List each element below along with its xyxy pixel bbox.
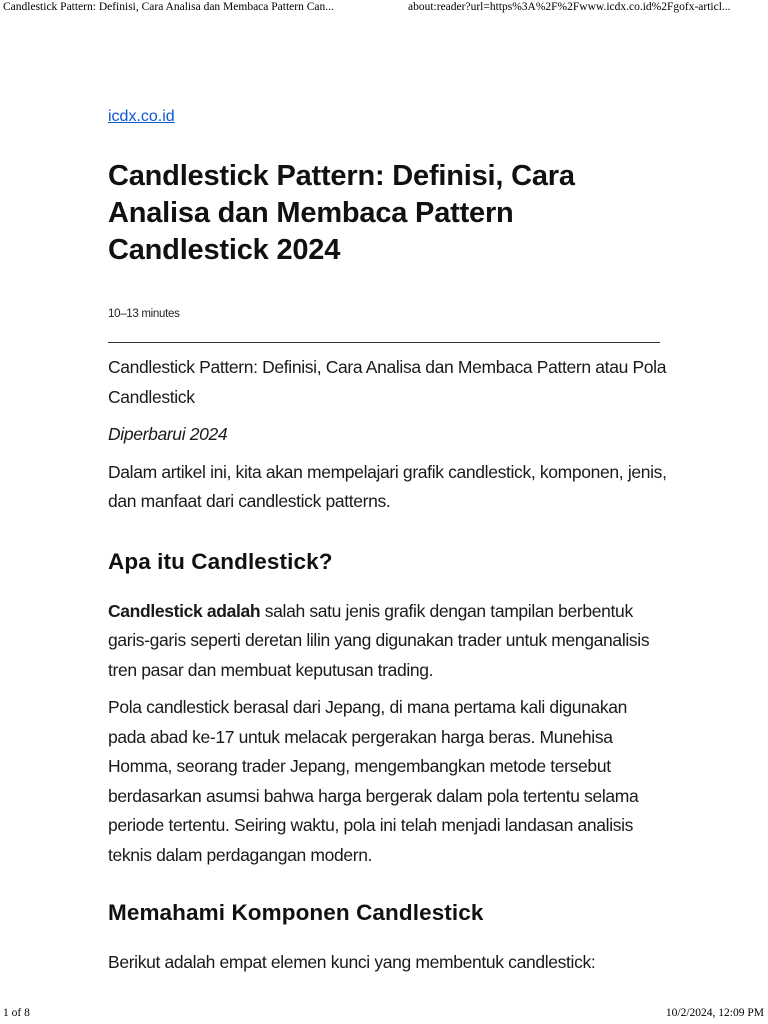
history-paragraph: Pola candlestick berasal dari Jepang, di mana pertama kali digunakan pada abad ke-17 untuk melacak pergerakan harga beras. Munehisa Homma, seorang trader Jepang, mengembangkan metode tersebut berdasarkan asumsi bahwa harga bergerak dalam pola tertentu selama periode tertentu. Seiring waktu, pola ini telah menjadi landasan analisis teknis dalam perdagangan modern. [108,697,639,865]
article-title: Candlestick Pattern: Definisi, Cara Analisa dan Membaca Pattern Candlestick 2024 [108,160,575,266]
definition-paragraph [108,597,668,686]
print-header [0,0,768,18]
components-intro-paragraph: Berikut adalah empat elemen kunci yang membentuk candlestick: [108,952,596,972]
header-separator [108,342,660,343]
source-domain-link[interactable]: icdx.co.id [108,108,175,125]
updated-note: Diperbarui 2024 [108,424,228,444]
intro-paragraph: Candlestick Pattern: Definisi, Cara Analisa dan Membaca Pattern atau Pola Candlestick [108,357,667,407]
definition-term: Candlestick adalah [108,600,261,621]
print-url: about:reader?url=https%3A%2F%2Fwww.icdx.co.id%2Fgofx-articl... [408,1,731,13]
page-count: 1 of 8 [3,1007,30,1019]
reader-article [108,104,668,978]
print-datetime: 10/2/2024, 12:09 PM [665,1007,764,1019]
definition-text: salah satu jenis grafik dengan tampilan berbentuk garis-garis seperti deretan lilin yang digunakan trader untuk menganalisis tren pasar dan membuat keputusan trading. [108,600,650,680]
section-heading-apa-itu-candlestick: Apa itu Candlestick? [108,548,333,574]
print-footer [0,1007,768,1024]
summary-paragraph: Dalam artikel ini, kita akan mempelajari grafik candlestick, komponen, jenis, dan manfaat dari candlestick patterns. [108,461,667,511]
section-heading-komponen: Memahami Komponen Candlestick [108,900,484,925]
reading-time: 10–13 minutes [108,308,180,320]
print-page-title: Candlestick Pattern: Definisi, Cara Analisa dan Membaca Pattern Can... [3,1,334,13]
